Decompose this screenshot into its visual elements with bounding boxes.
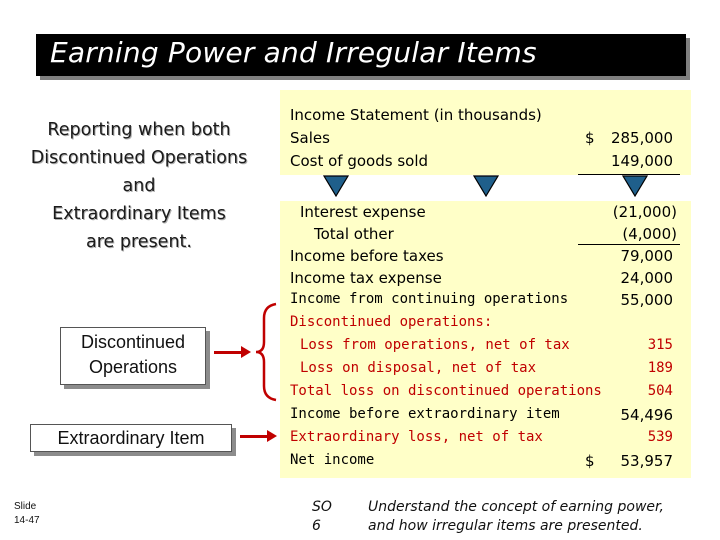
statement-row bbox=[280, 247, 691, 269]
row-label: Total loss on discontinued operations bbox=[290, 383, 602, 399]
row-dollar-sign: $ bbox=[585, 452, 595, 470]
intro-line: are present. bbox=[86, 232, 192, 252]
arrow-right-icon bbox=[214, 351, 242, 354]
statement-row bbox=[280, 314, 691, 336]
study-objective-line: Understand the concept of earning power, bbox=[368, 499, 664, 515]
row-label: Interest expense bbox=[300, 203, 426, 221]
row-label: Income from continuing operations bbox=[290, 291, 569, 307]
row-label: Cost of goods sold bbox=[290, 152, 429, 170]
study-objective-label: SO 6 bbox=[312, 499, 332, 534]
row-label: Income before taxes bbox=[290, 247, 444, 265]
intro-text bbox=[14, 116, 264, 256]
row-amount: (4,000) bbox=[622, 225, 677, 243]
discontinued-line-1: Discontinued bbox=[80, 332, 186, 352]
row-amount: 504 bbox=[647, 383, 673, 399]
row-amount: 149,000 bbox=[610, 152, 673, 170]
row-amount: 55,000 bbox=[620, 291, 673, 309]
statement-row bbox=[280, 383, 691, 405]
slide-number bbox=[14, 500, 40, 528]
row-label: Extraordinary loss, net of tax bbox=[290, 429, 543, 445]
triangle-down-icon bbox=[323, 175, 349, 197]
row-label: Net income bbox=[290, 452, 375, 468]
discontinued-line-2: Operations bbox=[88, 357, 178, 377]
triangle-down-icon bbox=[622, 175, 648, 197]
slide-number-value: 14-47 bbox=[14, 515, 40, 526]
statement-row bbox=[280, 406, 691, 428]
discontinued-operations-label bbox=[60, 327, 206, 385]
income-statement bbox=[280, 90, 691, 478]
statement-units: (in thousands) bbox=[433, 106, 542, 124]
intro-line: Reporting when both bbox=[47, 120, 231, 140]
intro-line: Discontinued Operations bbox=[30, 148, 248, 168]
left-brace-icon bbox=[254, 302, 280, 402]
statement-row bbox=[280, 452, 691, 474]
statement-row bbox=[280, 152, 691, 174]
row-label: Loss on disposal, net of tax bbox=[300, 360, 537, 376]
title-bar bbox=[36, 34, 686, 76]
row-amount: 315 bbox=[647, 337, 673, 353]
row-amount: 53,957 bbox=[620, 452, 673, 470]
statement-row bbox=[280, 269, 691, 291]
row-label: Income before extraordinary item bbox=[290, 406, 560, 422]
statement-row bbox=[280, 337, 691, 359]
intro-line: Extraordinary Items bbox=[52, 204, 226, 224]
statement-row bbox=[280, 360, 691, 382]
triangle-down-icon bbox=[473, 175, 499, 197]
arrow-right-icon bbox=[240, 435, 268, 438]
row-amount: 539 bbox=[647, 429, 673, 445]
statement-title: Income Statement bbox=[290, 106, 429, 124]
intro-line: and bbox=[122, 176, 156, 196]
slide-title: Earning Power and Irregular Items bbox=[50, 36, 537, 69]
study-objective-text bbox=[368, 498, 718, 536]
row-label: Income tax expense bbox=[290, 269, 442, 287]
row-amount: 24,000 bbox=[620, 269, 673, 287]
row-label: Sales bbox=[290, 129, 330, 147]
row-label: Discontinued operations: bbox=[290, 314, 493, 330]
row-amount: 285,000 bbox=[610, 129, 673, 147]
slide-label: Slide bbox=[14, 501, 37, 512]
statement-header bbox=[280, 106, 691, 128]
statement-row bbox=[280, 203, 691, 225]
subtotal-line bbox=[578, 244, 680, 245]
extraordinary-item-label: Extraordinary Item bbox=[30, 424, 232, 452]
row-label: Total other bbox=[314, 225, 394, 243]
statement-row bbox=[280, 129, 691, 151]
statement-row bbox=[280, 291, 691, 313]
row-dollar-sign: $ bbox=[585, 129, 595, 147]
study-objective-line: and how irregular items are presented. bbox=[368, 518, 643, 534]
row-amount: 189 bbox=[647, 360, 673, 376]
row-amount: (21,000) bbox=[612, 203, 677, 221]
statement-row bbox=[280, 429, 691, 451]
row-label: Loss from operations, net of tax bbox=[300, 337, 570, 353]
row-amount: 79,000 bbox=[620, 247, 673, 265]
row-amount: 54,496 bbox=[620, 406, 673, 424]
